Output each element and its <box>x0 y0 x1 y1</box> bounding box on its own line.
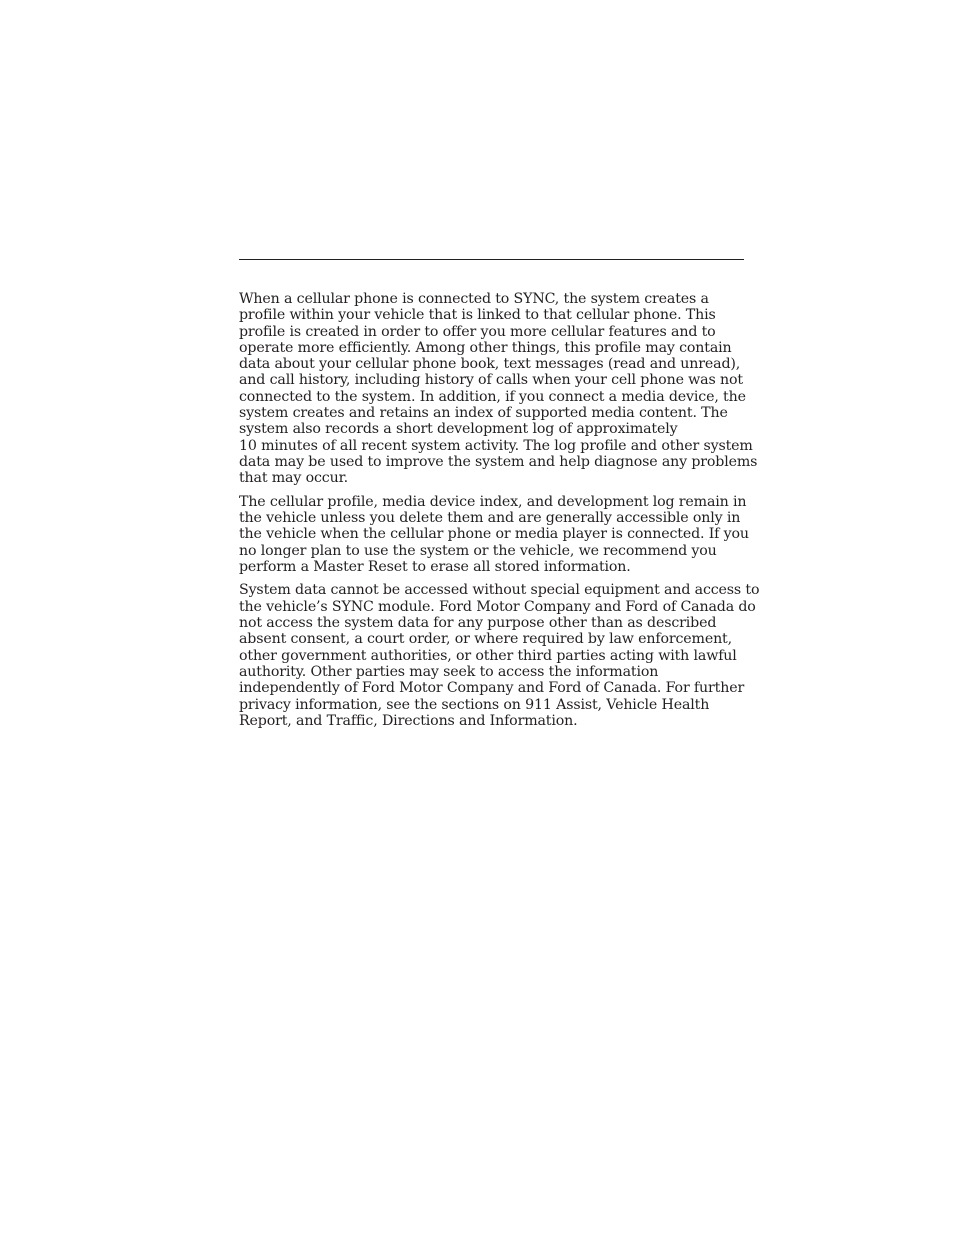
text-line: data about your cellular phone book, text messages (read and unread), <box>239 356 741 373</box>
text-line: 10 minutes of all recent system activity. The log profile and other system <box>239 437 753 454</box>
text-line: System data cannot be accessed without special equipment and access to <box>239 582 760 599</box>
text-line: data may be used to improve the system and help diagnose any problems <box>239 453 758 470</box>
text-line: not access the system data for any purpose other than as described <box>239 615 717 632</box>
text-line: perform a Master Reset to erase all stored information. <box>239 558 631 575</box>
text-line: profile is created in order to offer you more cellular features and to <box>239 323 716 340</box>
paragraph-data-access <box>239 582 760 729</box>
text-line: privacy information, see the sections on 911 Assist, Vehicle Health <box>239 696 710 713</box>
text-line: and call history, including history of calls when your cell phone was not <box>239 372 743 389</box>
text-line: authority. Other parties may seek to access the information <box>239 663 659 680</box>
text-line: system creates and retains an index of supported media content. The <box>239 405 728 422</box>
text-line: system also records a short development log of approximately <box>239 421 678 438</box>
text-line: connected to the system. In addition, if you connect a media device, the <box>239 388 746 405</box>
text-line: that may occur. <box>239 470 348 487</box>
text-line: the vehicle’s SYNC module. Ford Motor Company and Ford of Canada do <box>239 598 756 615</box>
text-line: independently of Ford Motor Company and Ford of Canada. For further <box>239 680 745 697</box>
text-line: profile within your vehicle that is linked to that cellular phone. This <box>239 307 716 324</box>
text-line: When a cellular phone is connected to SYNC, the system creates a <box>239 291 709 307</box>
paragraph-stored-data <box>239 494 749 575</box>
text-line: operate more efficiently. Among other things, this profile may contain <box>239 339 732 356</box>
text-line: no longer plan to use the system or the vehicle, we recommend you <box>239 542 717 559</box>
text-line: other government authorities, or other third parties acting with lawful <box>239 647 737 664</box>
text-line: absent consent, a court order, or where required by law enforcement, <box>239 631 732 648</box>
text-line: Report, and Traffic, Directions and Information. <box>239 712 578 729</box>
paragraph-cellular-profile <box>239 291 758 487</box>
text-line: the vehicle unless you delete them and are generally accessible only in <box>239 510 741 527</box>
body-text <box>239 291 760 736</box>
header-rule <box>239 259 744 260</box>
text-line: the vehicle when the cellular phone or media player is connected. If you <box>239 526 749 543</box>
text-line: The cellular profile, media device index, and development log remain in <box>239 493 747 510</box>
